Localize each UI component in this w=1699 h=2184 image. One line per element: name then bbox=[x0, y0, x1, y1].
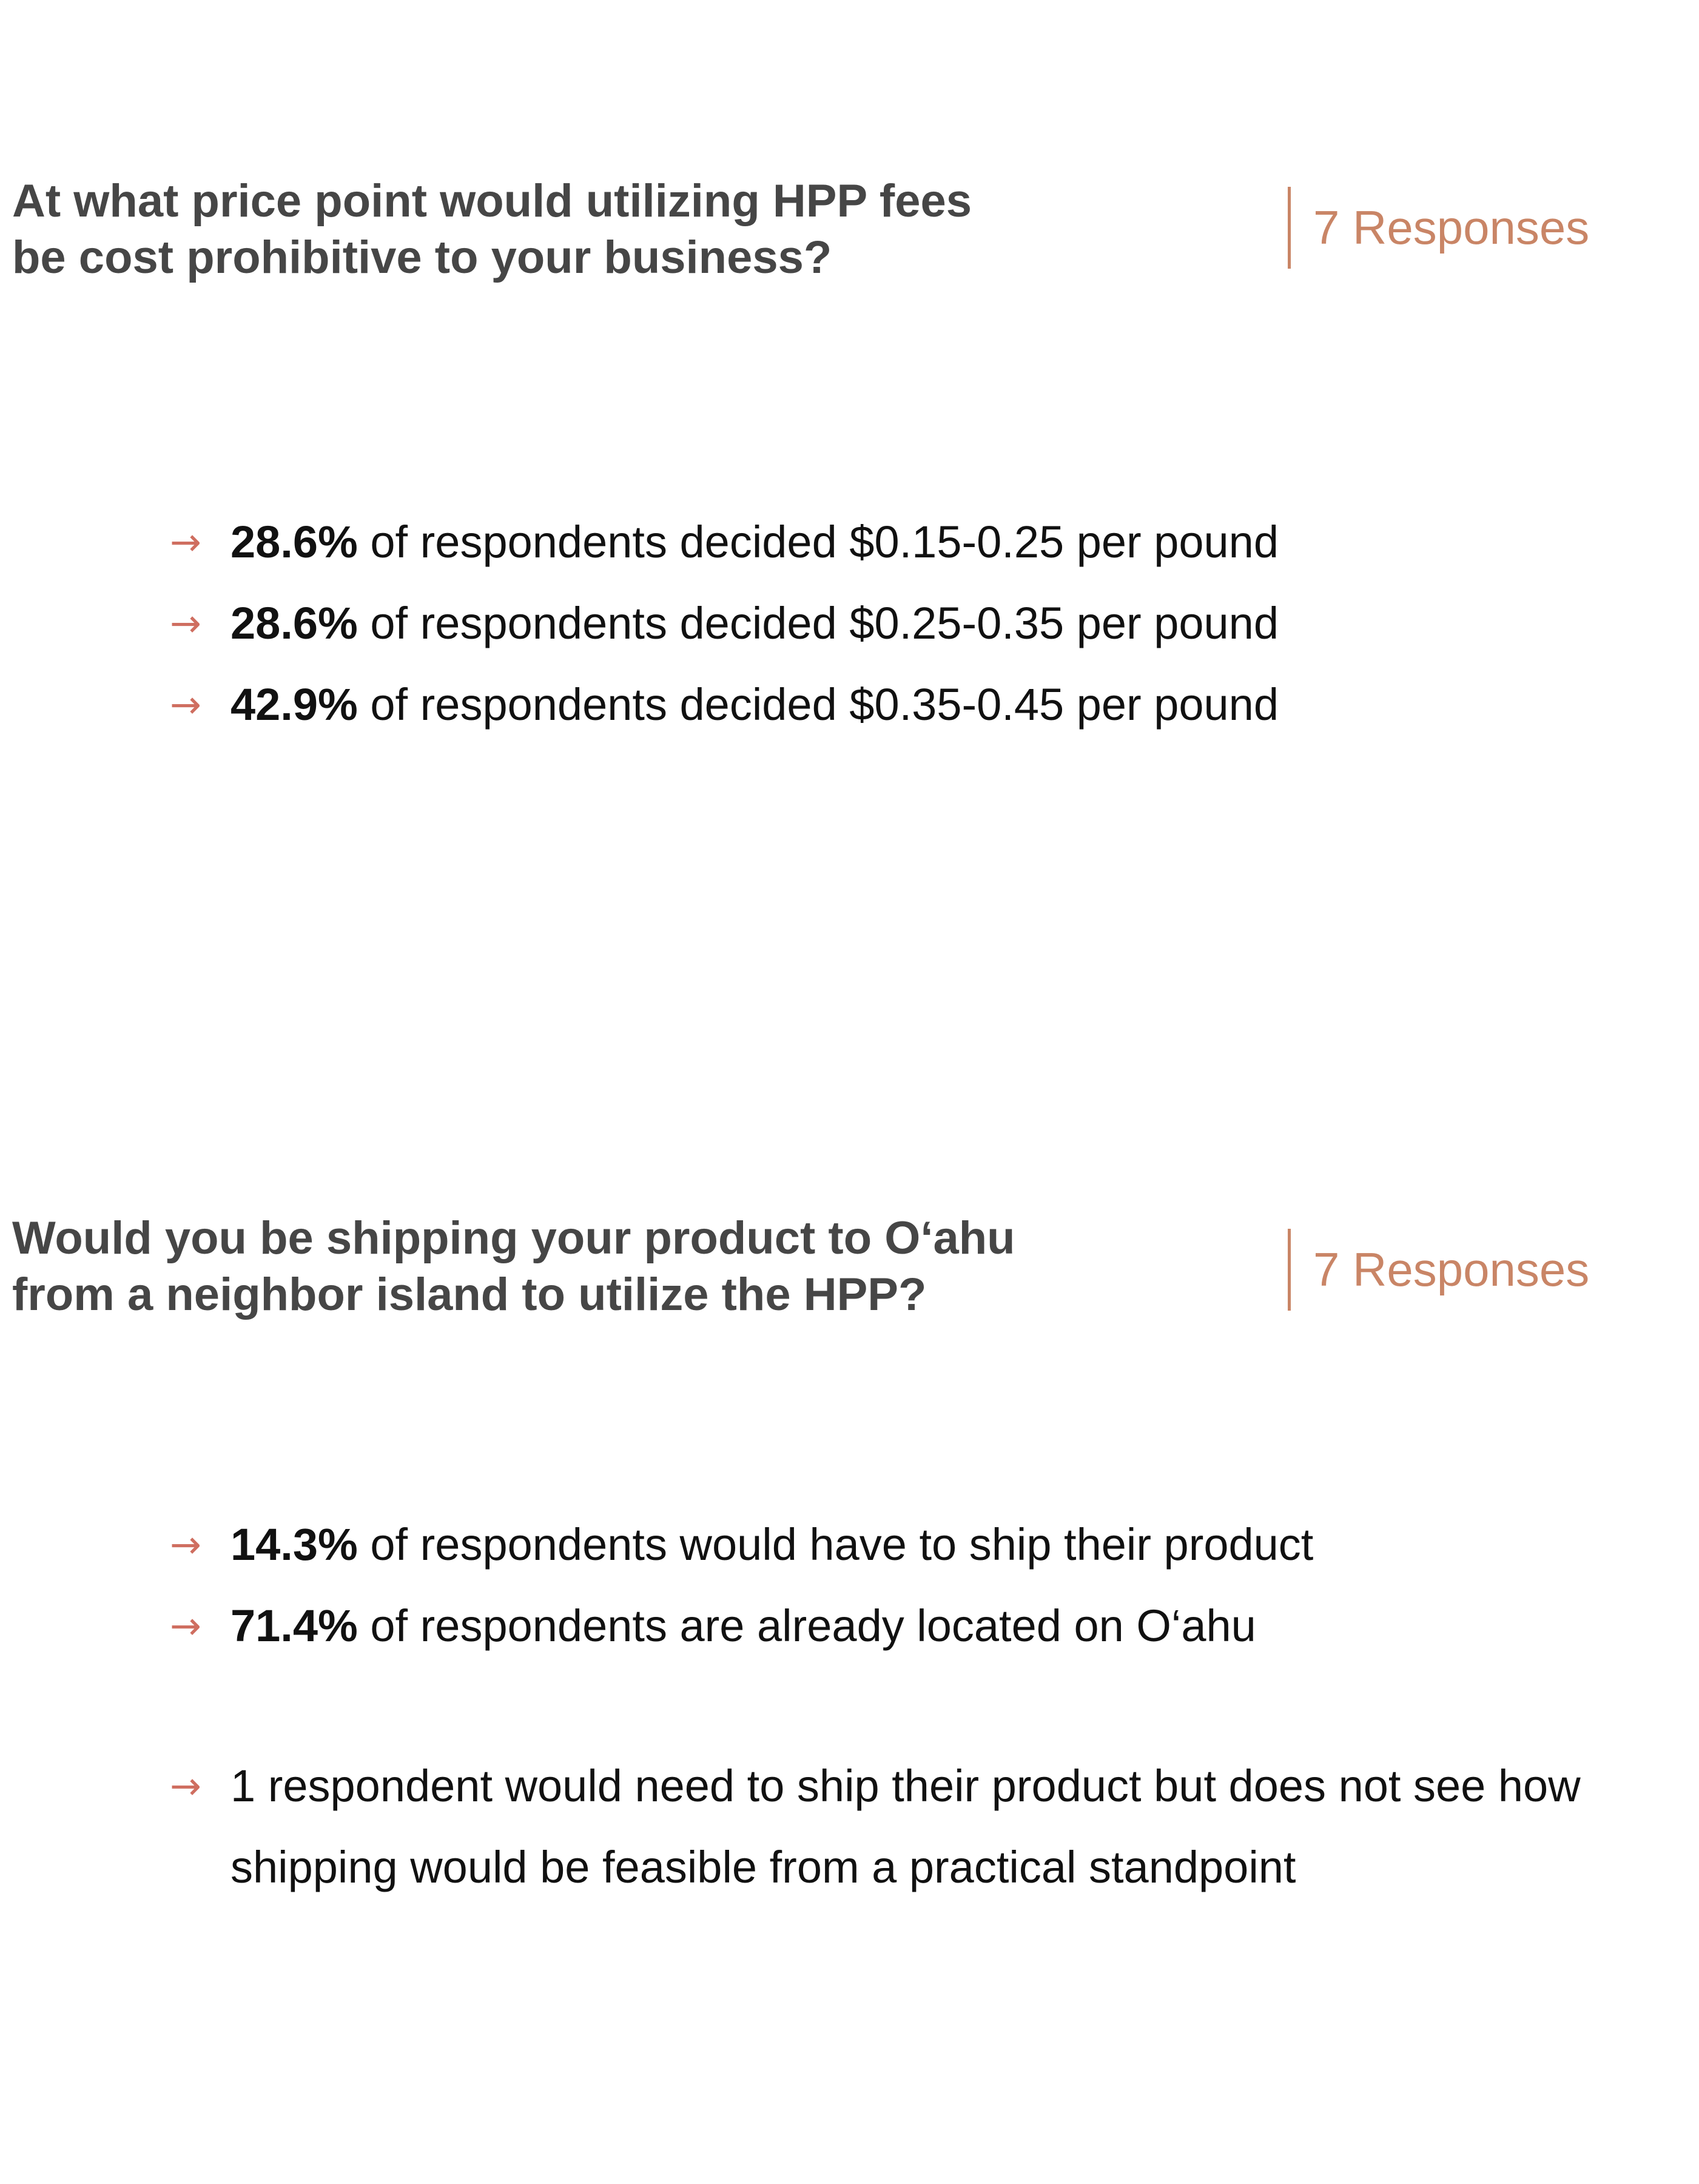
arrow-right-icon: → bbox=[170, 1764, 201, 1808]
arrow-right-icon: → bbox=[170, 1522, 201, 1567]
percentage: 28.6% bbox=[230, 598, 358, 648]
arrow-right-icon: → bbox=[170, 1604, 201, 1648]
answer-text: of respondents decided $0.15-0.25 per pound bbox=[357, 517, 1279, 567]
answer-list bbox=[170, 502, 1626, 745]
list-item bbox=[170, 1585, 1626, 1667]
arrow-right-icon: → bbox=[170, 601, 201, 645]
answer-text: of respondents decided $0.25-0.35 per pound bbox=[357, 598, 1279, 648]
list-item bbox=[170, 583, 1626, 664]
question-line: be cost prohibitive to your business? bbox=[12, 232, 832, 283]
note-text: 1 respondent would need to ship their product but does not see how shipping would be feasible from a practical standpoint bbox=[230, 1761, 1581, 1892]
answer-text: of respondents would have to ship their product bbox=[357, 1519, 1314, 1570]
response-count-badge bbox=[1288, 187, 1589, 269]
question-line: At what price point would utilizing HPP fees bbox=[12, 175, 972, 227]
response-count-label: 7 Responses bbox=[1313, 201, 1590, 254]
list-item-note bbox=[170, 1746, 1626, 1908]
response-count-badge bbox=[1288, 1229, 1589, 1311]
percentage: 14.3% bbox=[230, 1519, 358, 1570]
arrow-right-icon: → bbox=[170, 520, 201, 564]
question-shipping bbox=[12, 1210, 1092, 1323]
list-item bbox=[170, 664, 1626, 745]
answer-list bbox=[170, 1504, 1626, 1908]
list-item bbox=[170, 502, 1626, 583]
question-line: from a neighbor island to utilize the HPP? bbox=[12, 1269, 927, 1320]
question-price-point bbox=[12, 173, 1092, 286]
answer-text: of respondents are already located on O‘ahu bbox=[357, 1601, 1256, 1651]
percentage: 71.4% bbox=[230, 1601, 358, 1651]
arrow-right-icon: → bbox=[170, 682, 201, 727]
response-count-label: 7 Responses bbox=[1313, 1243, 1590, 1296]
list-item bbox=[170, 1504, 1626, 1585]
percentage: 28.6% bbox=[230, 517, 358, 567]
question-line: Would you be shipping your product to O‘ahu bbox=[12, 1212, 1015, 1264]
percentage: 42.9% bbox=[230, 679, 358, 730]
answer-text: of respondents decided $0.35-0.45 per pound bbox=[357, 679, 1279, 730]
